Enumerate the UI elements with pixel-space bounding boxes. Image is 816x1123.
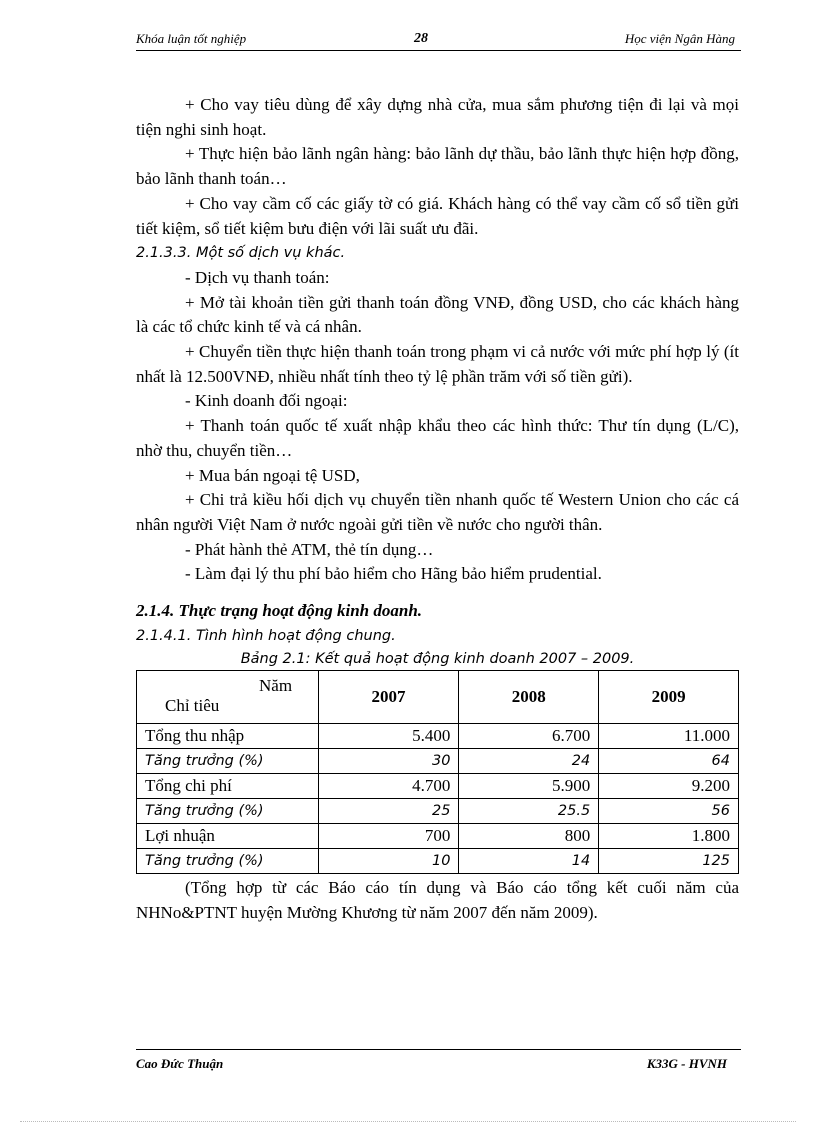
- table-cell: 5.400: [318, 724, 459, 749]
- subsection-heading-2133: 2.1.3.3. Một số dịch vụ khác.: [136, 245, 346, 262]
- footer-class: K33G - HVNH: [646, 1056, 727, 1071]
- table-source-note: (Tổng hợp từ các Báo cáo tín dụng và Báo cáo tổng kết cuối năm của NHNo&PTNT huyện Mường Khương từ năm 2007 đến năm 2009).: [136, 878, 739, 923]
- page-body: [136, 93, 739, 926]
- paragraph: + Chi trả kiều hối dịch vụ chuyển tiền nhanh quốc tế Western Union cho các cá nhân người Việt Nam ở nước ngoài gửi tiền về nước cho người thân.: [136, 490, 739, 534]
- table-row: [137, 724, 739, 749]
- table-cell: 125: [599, 849, 739, 874]
- paragraph: - Dịch vụ thanh toán:: [185, 267, 330, 287]
- table-row: [137, 749, 739, 774]
- table-row: [137, 799, 739, 824]
- header-item-label: Chỉ tiêu: [165, 696, 220, 716]
- paragraph: - Kinh doanh đối ngoại:: [185, 391, 348, 411]
- table-row: [137, 849, 739, 874]
- row-label: Tổng thu nhập: [137, 724, 319, 749]
- year-header: 2009: [599, 671, 739, 724]
- table-cell: 4.700: [318, 774, 459, 799]
- paragraph: + Cho vay cầm cố các giấy tờ có giá. Khách hàng có thể vay cầm cố sổ tiền gửi tiết kiệm, sổ tiết kiệm bưu điện với lãi suất ưu đãi.: [136, 193, 739, 238]
- page-bottom-border: [20, 1121, 796, 1122]
- paragraph: + Chuyển tiền thực hiện thanh toán trong phạm vi cả nước với mức phí hợp lý (ít nhất là 12.500VNĐ, nhiều nhất tính theo tỷ lệ phần trăm với số tiền gửi).: [136, 342, 739, 386]
- table-cell: 25: [318, 799, 459, 824]
- paragraph: + Cho vay tiêu dùng để xây dựng nhà cửa, mua sắm phương tiện đi lại và mọi tiện nghi sinh hoạt.: [136, 95, 739, 139]
- paragraph: - Làm đại lý thu phí bảo hiểm cho Hãng bảo hiểm prudential.: [185, 564, 602, 584]
- footer-author: Cao Đức Thuận: [136, 1056, 224, 1071]
- page-footer: [136, 1049, 741, 1071]
- header-year-label: Năm: [259, 676, 293, 696]
- table-cell: 56: [599, 799, 739, 824]
- paragraph: + Mua bán ngoại tệ USD,: [185, 465, 360, 485]
- business-results-table: [136, 670, 739, 874]
- row-label: Lợi nhuận: [137, 824, 319, 849]
- header-institution: Học viện Ngân Hàng: [624, 31, 735, 46]
- header-thesis-title: Khóa luận tốt nghiệp: [136, 31, 247, 46]
- table-cell: 700: [318, 824, 459, 849]
- year-header: 2008: [459, 671, 599, 724]
- table-cell: 9.200: [599, 774, 739, 799]
- table-row: [137, 824, 739, 849]
- row-label: Tăng trưởng (%): [137, 799, 319, 824]
- year-header: 2007: [318, 671, 459, 724]
- table-cell: 5.900: [459, 774, 599, 799]
- row-label: Tổng chi phí: [137, 774, 319, 799]
- table-caption: Bảng 2.1: Kết quả hoạt động kinh doanh 2007 – 2009.: [240, 651, 635, 668]
- table-cell: 10: [318, 849, 459, 874]
- table-header-row: [137, 671, 739, 724]
- table-cell: 800: [459, 824, 599, 849]
- subsection-heading-2141: 2.1.4.1. Tình hình hoạt động chung.: [136, 627, 396, 644]
- row-label: Tăng trưởng (%): [137, 849, 319, 874]
- table-cell: 1.800: [599, 824, 739, 849]
- table-cell: 11.000: [599, 724, 739, 749]
- table-cell: 6.700: [459, 724, 599, 749]
- table-cell: 30: [318, 749, 459, 774]
- paragraph: - Phát hành thẻ ATM, thẻ tín dụng…: [185, 539, 434, 559]
- table-cell: 24: [459, 749, 599, 774]
- row-label: Tăng trưởng (%): [137, 749, 319, 774]
- page-number: 28: [414, 31, 428, 46]
- section-heading-214: 2.1.4. Thực trạng hoạt động kinh doanh.: [136, 601, 423, 621]
- table-cell: 64: [599, 749, 739, 774]
- paragraph: + Mở tài khoản tiền gửi thanh toán đồng VNĐ, đồng USD, cho các khách hàng là các tổ chức kinh tế và cá nhân.: [136, 292, 739, 337]
- table-cell: 14: [459, 849, 599, 874]
- paragraph: + Thanh toán quốc tế xuất nhập khẩu theo các hình thức: Thư tín dụng (L/C), nhờ thu, chuyển tiền…: [136, 416, 739, 460]
- page-header: [136, 30, 741, 51]
- paragraph: + Thực hiện bảo lãnh ngân hàng: bảo lãnh dự thầu, bảo lãnh thực hiện hợp đồng, bảo lãnh thanh toán…: [136, 144, 739, 189]
- table-row: [137, 774, 739, 799]
- table-corner-header: [137, 671, 319, 724]
- table-cell: 25.5: [459, 799, 599, 824]
